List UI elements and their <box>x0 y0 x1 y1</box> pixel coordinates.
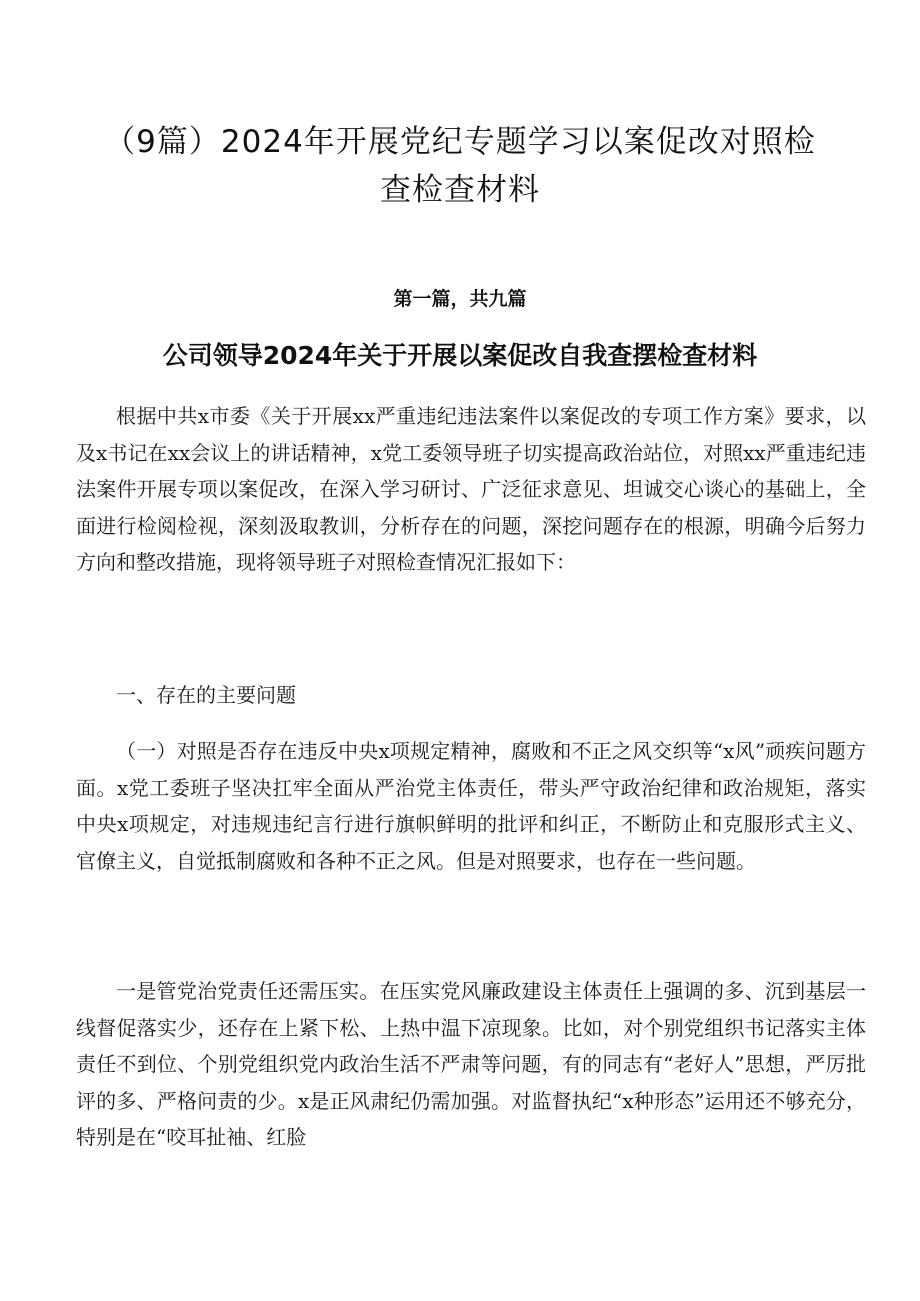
body-block-heading <box>76 677 866 714</box>
body-block-item-1 <box>76 733 866 879</box>
paragraph-point-1: 一是管党治党责任还需压实。在压实党风廉政建设主体责任上强调的多、沉到基层一线督促落实少，还存在上紧下松、上热中温下凉现象。比如，对个别党组织书记落实主体责任不到位、个别党组织党内政治生活不严肃等问题，有的同志有“老好人”思想，严厉批评的多、严格问责的少。x是正风肃纪仍需加强。对监督执纪“x种形态”运用还不够充分，特别是在“咬耳扯袖、红脸 <box>76 979 866 1149</box>
section-label: 第一篇，共九篇 <box>393 288 527 310</box>
document-title-line-1: （9篇）2024年开展党纪专题学习以案促改对照检 <box>104 124 816 160</box>
paragraph-item-1: （一）对照是否存在违反中央x项规定精神，腐败和不正之风交织等“x风”顽疾问题方面。x党工委班子坚决扛牢全面从严治党主体责任，带头严守政治纪律和政治规矩，落实中央x项规定，对违规违纪言行进行旗帜鲜明的批评和纠正，不断防止和克服形式主义、官僚主义，自觉抵制腐败和各种不正之风。但是对照要求，也存在一些问题。 <box>76 739 866 873</box>
paragraph-intro: 根据中共x市委《关于开展xx严重违纪违法案件以案促改的专项工作方案》要求，以及x书记在xx会议上的讲话精神，x党工委领导班子切实提高政治站位，对照xx严重违纪违法案件开展专项以案促改，在深入学习研讨、广泛征求意见、坦诚交心谈心的基础上，全面进行检阅检视，深刻汲取教训，分析存在的问题，深挖问题存在的根源，明确今后努力方向和整改措施，现将领导班子对照检查情况汇报如下： <box>76 404 866 574</box>
document-title-line-2: 查检查材料 <box>380 172 540 208</box>
article-title: 公司领导2024年关于开展以案促改自我查摆检查材料 <box>162 341 758 370</box>
body-block-point-1 <box>76 973 866 1156</box>
body-block-intro <box>76 398 866 581</box>
section-heading-main-problems: 一、存在的主要问题 <box>116 683 296 707</box>
